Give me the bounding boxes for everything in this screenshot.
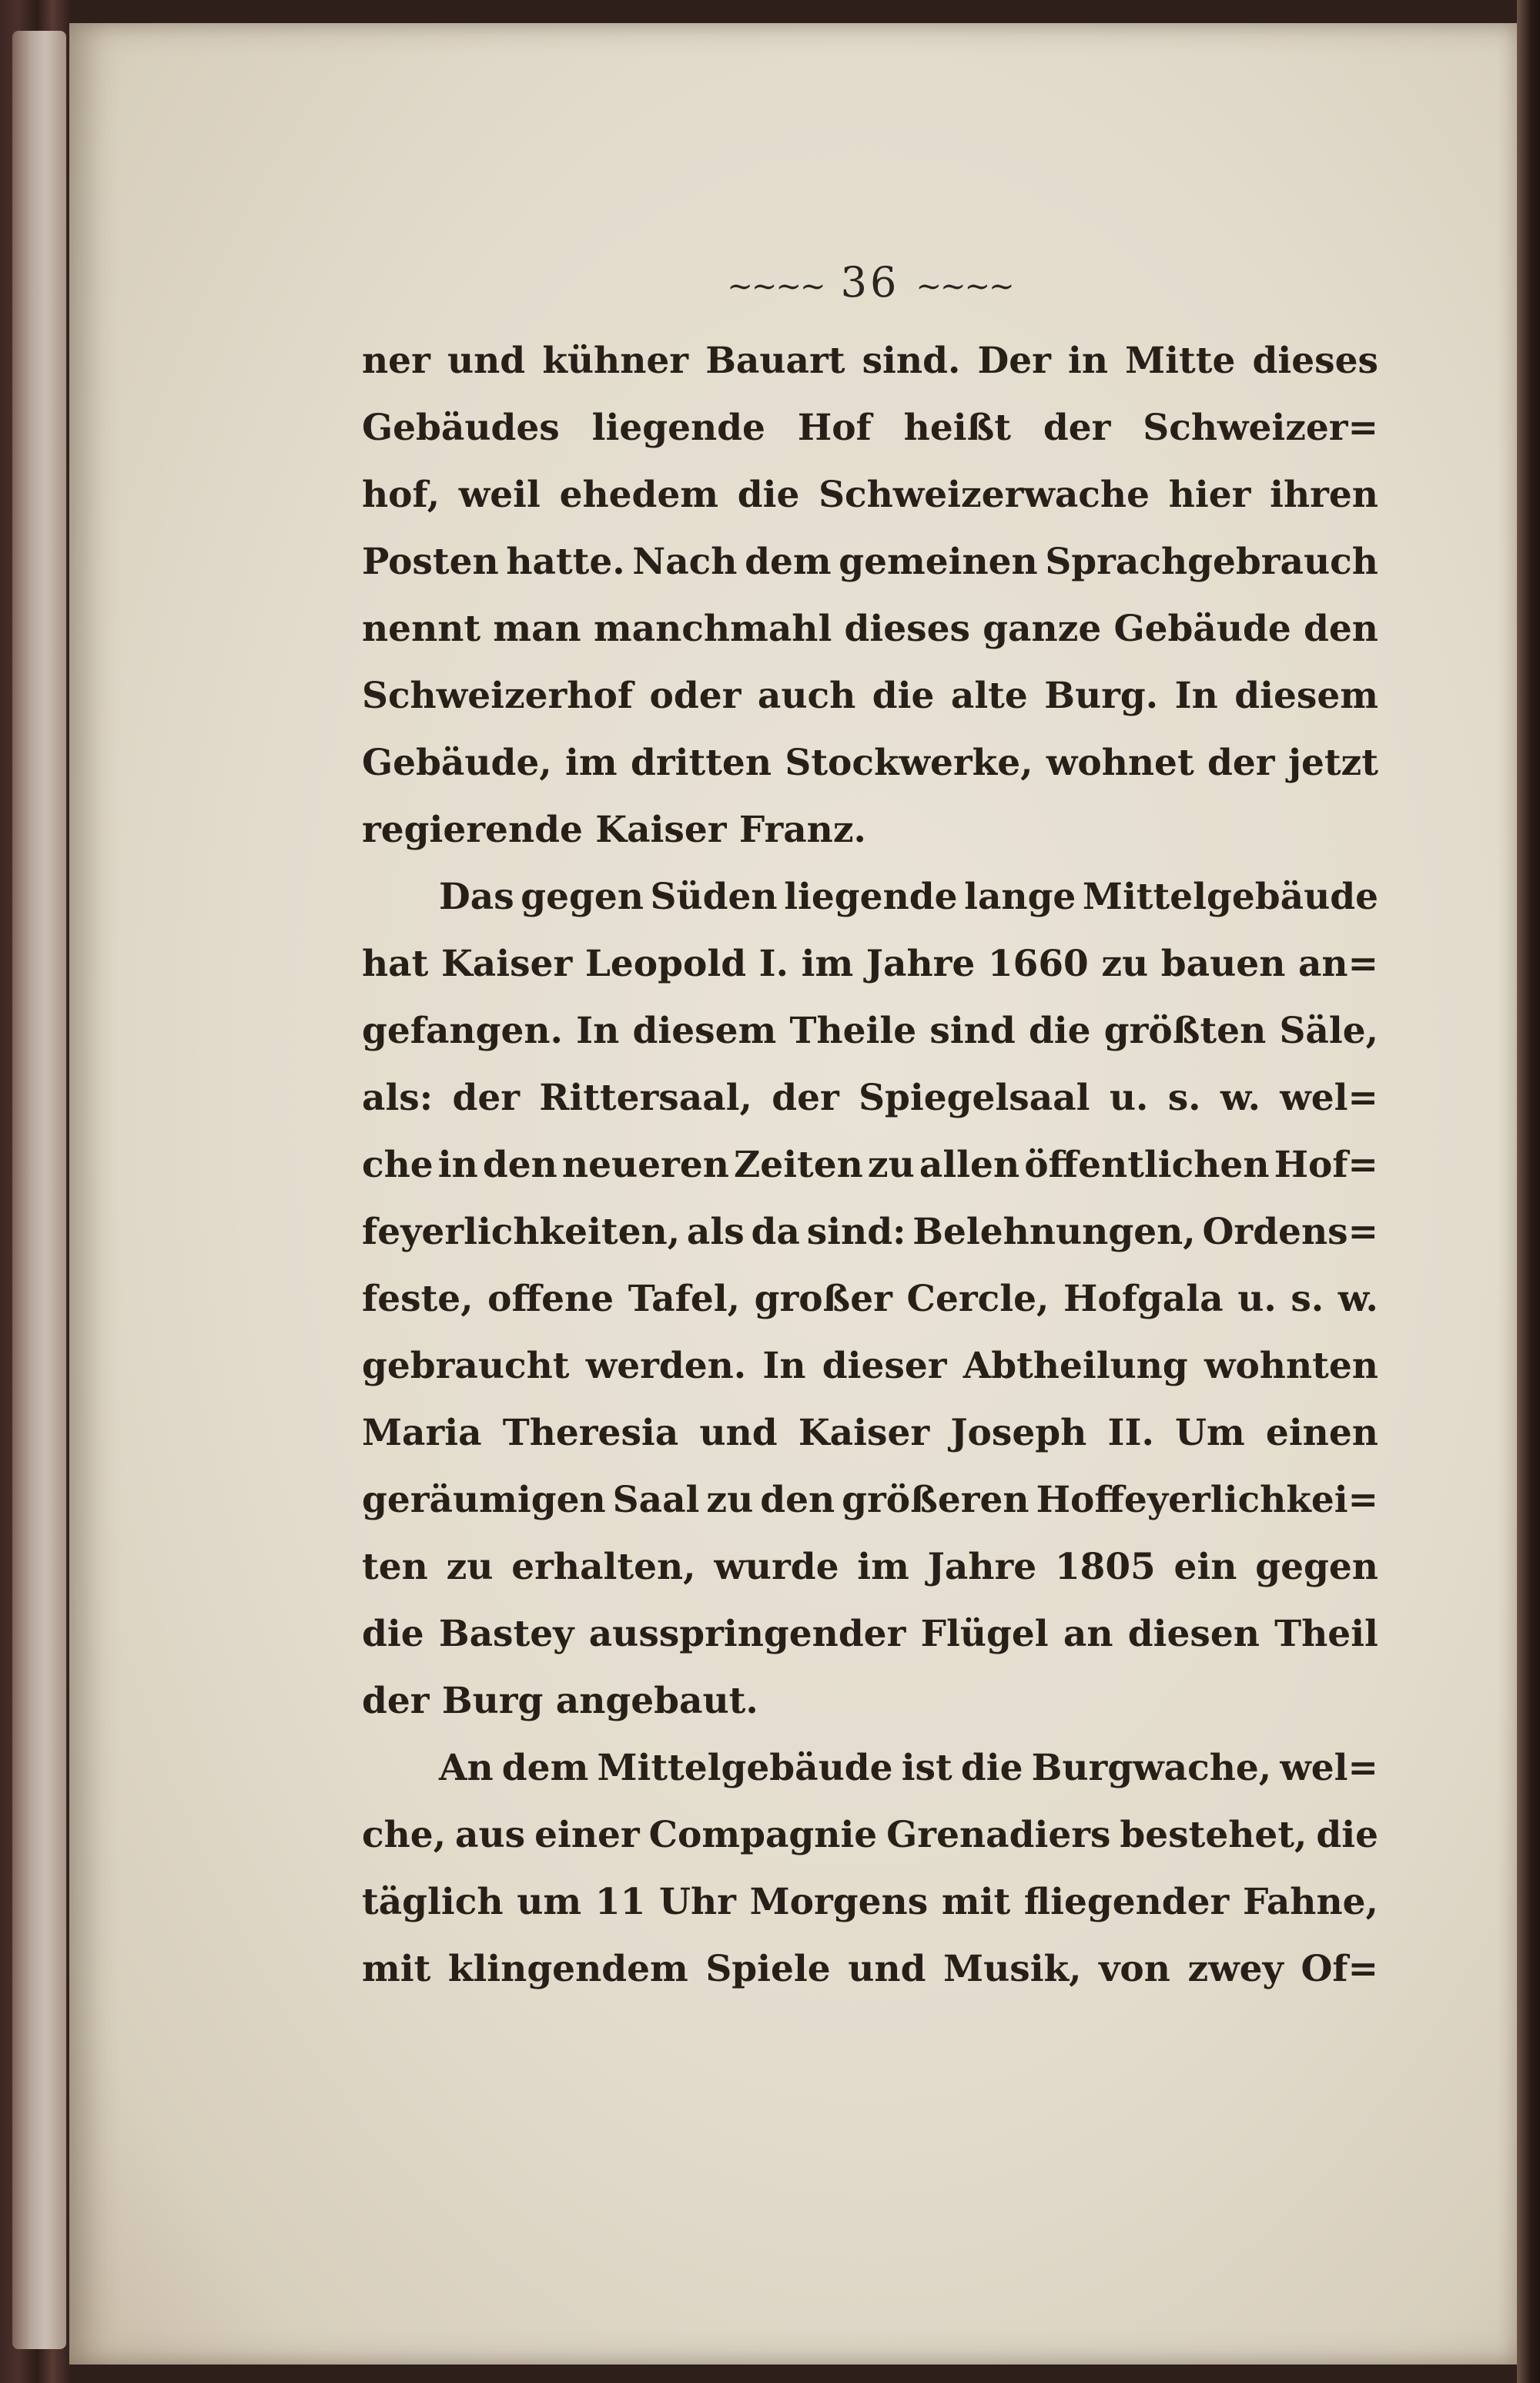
body-text: [362, 327, 1378, 2003]
text-line: als: der Rittersaal, der Spiegelsaal u. s. w. wel=: [362, 1077, 1378, 1119]
running-head: [693, 258, 1047, 307]
text-line: mit klingendem Spiele und Musik, von zwey Of=: [362, 1948, 1378, 1990]
text-line: Schweizerhof oder auch die alte Burg. In diesem: [362, 675, 1378, 717]
text-line: Das gegen Süden liegende lange Mittelgebäude: [439, 876, 1378, 918]
text-line: ner und kühner Bauart sind. Der in Mitte dieses: [362, 340, 1378, 382]
page-right-edge: [1517, 0, 1540, 2383]
text-line: Posten hatte. Nach dem gemeinen Sprachgebrauch: [362, 541, 1378, 583]
ornament-right: ~~~~: [916, 269, 1013, 304]
ornament-left: ~~~~: [727, 269, 825, 304]
text-line: ten zu erhalten, wurde im Jahre 1805 ein gegen: [362, 1546, 1378, 1588]
text-line: gebraucht werden. In dieser Abtheilung wohnten: [362, 1345, 1378, 1387]
text-line: täglich um 11 Uhr Morgens mit fliegender Fahne,: [362, 1881, 1378, 1923]
text-line: feyerlichkeiten, als da sind: Belehnungen, Ordens=: [362, 1211, 1378, 1253]
page-number: 36: [840, 258, 900, 307]
text-line: der Burg angebaut.: [362, 1680, 758, 1722]
text-line: gefangen. In diesem Theile sind die größten Säle,: [362, 1010, 1378, 1052]
text-line: hof, weil ehedem die Schweizerwache hier ihren: [362, 474, 1378, 516]
text-line: hat Kaiser Leopold I. im Jahre 1660 zu bauen an=: [362, 943, 1378, 985]
text-line: che in den neueren Zeiten zu allen öffentlichen Hof=: [362, 1144, 1378, 1186]
text-line: regierende Kaiser Franz.: [362, 809, 866, 851]
text-line: che, aus einer Compagnie Grenadiers bestehet, die: [362, 1814, 1378, 1856]
text-line: feste, offene Tafel, großer Cercle, Hofgala u. s. w.: [362, 1278, 1378, 1320]
text-line: nennt man manchmahl dieses ganze Gebäude den: [362, 608, 1378, 650]
text-line: Gebäude, im dritten Stockwerke, wohnet der jetzt: [362, 742, 1378, 784]
binding-edge: [12, 31, 66, 2349]
text-line: geräumigen Saal zu den größeren Hoffeyerlichkei=: [362, 1479, 1378, 1521]
text-line: die Bastey ausspringender Flügel an diesen Theil: [362, 1613, 1378, 1655]
text-line: Gebäudes liegende Hof heißt der Schweizer=: [362, 407, 1378, 449]
text-line: Maria Theresia und Kaiser Joseph II. Um einen: [362, 1412, 1378, 1454]
text-line: An dem Mittelgebäude ist die Burgwache, wel=: [439, 1747, 1378, 1789]
